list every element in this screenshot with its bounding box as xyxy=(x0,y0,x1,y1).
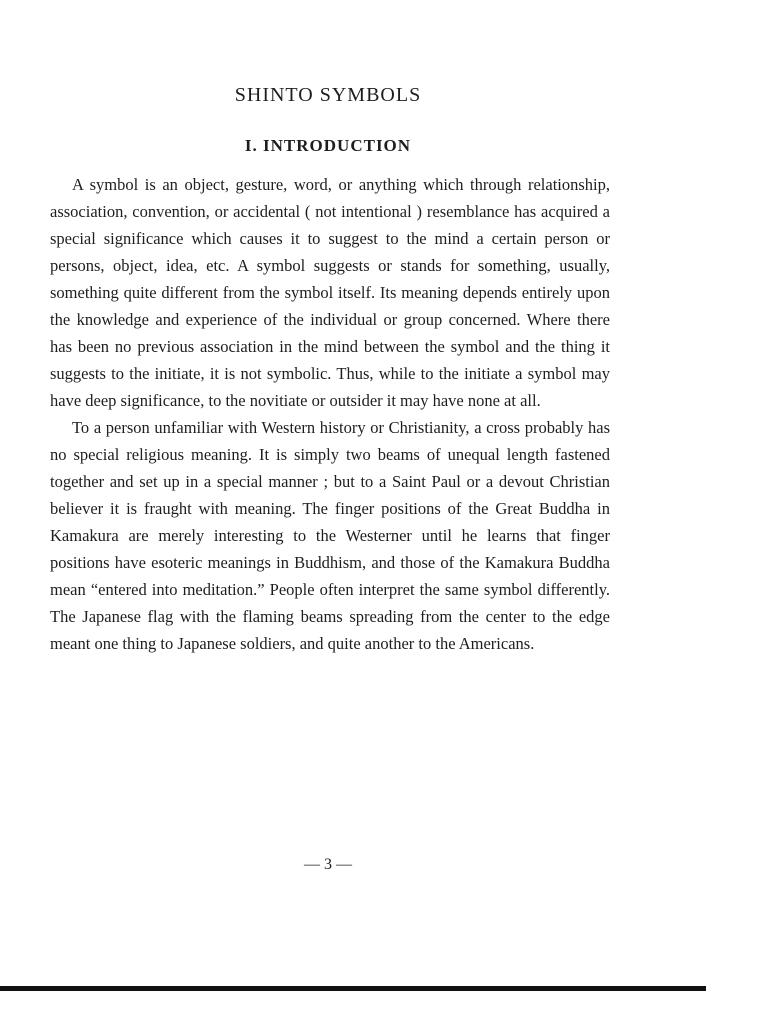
page-title: SHINTO SYMBOLS xyxy=(234,84,422,106)
section-heading: I. INTRODUCTION xyxy=(244,136,412,155)
paragraph: To a person unfamiliar with Western history or Christianity, a cross probably has no special religious meaning. It is simply two beams of unequal length fastened together and set up in a special manner ; but to a Saint Paul or a devout Christian believer it is fraught with meaning. The finger positions of the Great Buddha in Kamakura are merely interesting to the Westerner until he learns that finger positions have esoteric meanings in Buddhism, and those of the Kamakura Buddha mean “entered into meditation.” People often interpret the same symbol differently. The Japanese flag with the flaming beams spreading from the center to the edge meant one thing to Japanese soldiers, and quite another to the Americans. xyxy=(50,418,610,653)
body-text xyxy=(50,171,610,657)
page-number: — 3 — xyxy=(304,856,352,873)
paragraph: A symbol is an object, gesture, word, or anything which through relationship, association, convention, or accidental ( not intentional ) resemblance has acquired a special significance which causes it to suggest to the mind a certain person or persons, object, idea, etc. A symbol suggests or stands for something, usually, something quite different from the symbol itself. Its meaning depends entirely upon the knowledge and experience of the individual or group concerned. Where there has been no previous association in the mind between the symbol and the thing it suggests to the initiate, it is not symbolic. Thus, while to the initiate a symbol may have deep significance, to the novitiate or outsider it may have none at all. xyxy=(50,175,610,410)
bottom-rule xyxy=(0,986,706,991)
